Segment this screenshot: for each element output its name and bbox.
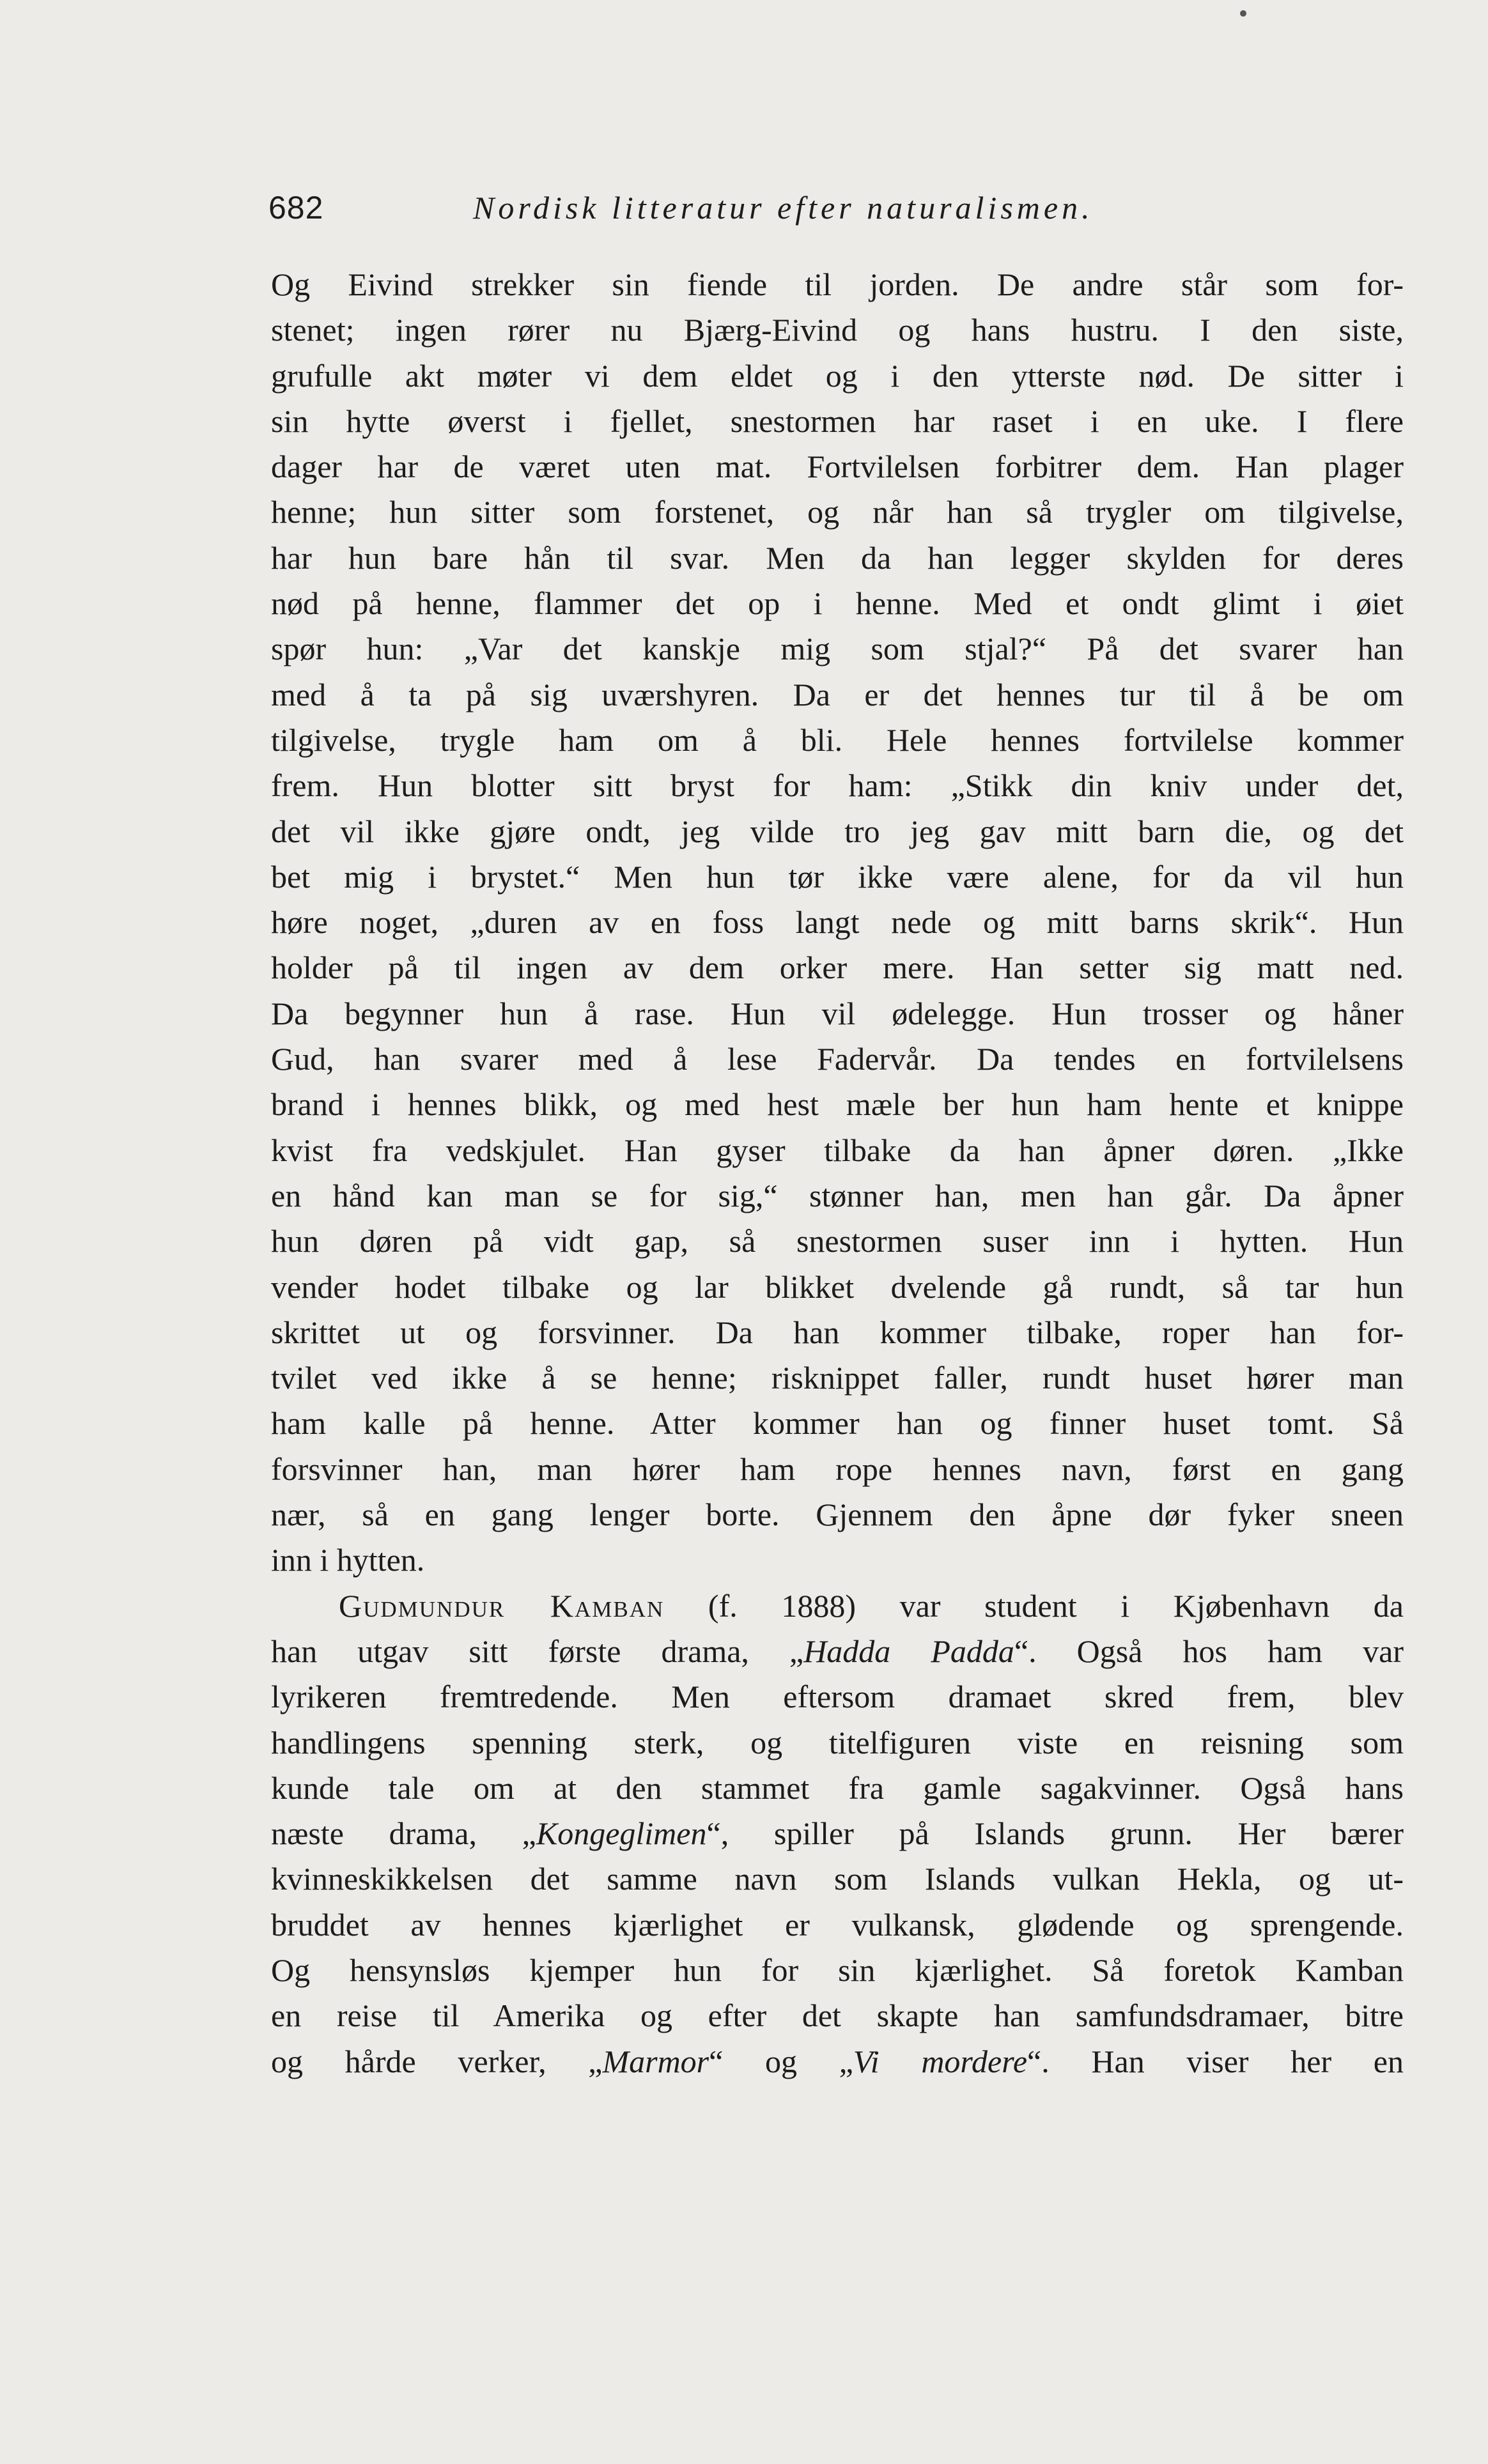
- text-line: kvinneskikkelsen det samme navn som Islands vulkan Hekla, og ut-: [271, 1861, 1404, 1897]
- running-title: Nordisk litteratur efter naturalismen.: [473, 190, 1094, 226]
- text-line: forsvinner han, man hører ham rope hennes navn, først en gang: [271, 1451, 1404, 1487]
- text-line: tilgivelse, trygle ham om å bli. Hele hennes fortvilelse kommer: [271, 721, 1404, 758]
- text-line: [271, 1629, 1404, 1674]
- text-span: næste drama, „: [271, 1815, 536, 1852]
- text-span: og hårde verker, „: [271, 2043, 603, 2079]
- page-number: 682: [268, 190, 324, 226]
- work-title: Hadda Padda: [803, 1633, 1014, 1669]
- text-span: han utgav sitt første drama, „: [271, 1633, 804, 1669]
- text-line: tvilet ved ikke å se henne; risknippet faller, rundt huset hører man: [271, 1360, 1404, 1396]
- text-line: brand i hennes blikk, og med hest mæle ber hun ham hente et knippe: [271, 1086, 1404, 1123]
- text-line: Da begynner hun å rase. Hun vil ødelegge. Hun trosser og håner: [271, 995, 1404, 1031]
- text-line: har hun bare hån til svar. Men da han legger skylden for deres: [271, 539, 1404, 576]
- text-line: en reise til Amerika og efter det skapte han samfundsdramaer, bitre: [271, 1998, 1404, 2034]
- text-line: høre noget, „duren av en foss langt nede og mitt barns skrik“. Hun: [271, 904, 1404, 941]
- work-title: Marmor: [602, 2043, 709, 2079]
- text-line: med å ta på sig uværshyren. Da er det hennes tur til å be om: [271, 676, 1404, 712]
- text-line: holder på til ingen av dem orker mere. Han setter sig matt ned.: [271, 950, 1404, 986]
- text-line: bet mig i brystet.“ Men hun tør ikke være alene, for da vil hun: [271, 858, 1404, 895]
- text-span: “ og „: [709, 2043, 853, 2079]
- work-title: Vi mordere: [853, 2043, 1028, 2079]
- work-title: Kongeglimen: [536, 1815, 707, 1852]
- text-line: dager har de været uten mat. Fortvilelsen forbitrer dem. Han plager: [271, 449, 1404, 485]
- text-span: “. Han viser her en: [1027, 2043, 1404, 2079]
- text-line: stenet; ingen rører nu Bjærg-Eivind og hans hustru. I den siste,: [271, 312, 1404, 348]
- text-line: lyrikeren fremtredende. Men eftersom dramaet skred frem, blev: [271, 1679, 1404, 1715]
- author-name: Gudmundur Kamban: [339, 1587, 665, 1624]
- text-line: [271, 1583, 1404, 1629]
- text-line: Gud, han svarer med å lese Fadervår. Da tendes en fortvilelsens: [271, 1041, 1404, 1077]
- text-line: [271, 2039, 1404, 2084]
- text-line: [271, 1811, 1404, 1856]
- text-line: kvist fra vedskjulet. Han gyser tilbake da han åpner døren. „Ikke: [271, 1132, 1404, 1168]
- text-span: “. Også hos ham var: [1014, 1633, 1404, 1669]
- text-line: grufulle akt møter vi dem eldet og i den ytterste nød. De sitter i: [271, 357, 1404, 394]
- text-line: skrittet ut og forsvinner. Da han kommer tilbake, roper han for-: [271, 1314, 1404, 1350]
- text-line: Og hensynsløs kjemper hun for sin kjærlighet. Så foretok Kamban: [271, 1952, 1404, 1988]
- text-line: det vil ikke gjøre ondt, jeg vilde tro jeg gav mitt barn die, og det: [271, 813, 1404, 849]
- text-line: kunde tale om at den stammet fra gamle sagakvinner. Også hans: [271, 1769, 1404, 1806]
- text-line: vender hodet tilbake og lar blikket dvelende gå rundt, så tar hun: [271, 1268, 1404, 1305]
- text-line: henne; hun sitter som forstenet, og når han så trygler om tilgivelse,: [271, 494, 1404, 530]
- text-line: Og Eivind strekker sin fiende til jorden. De andre står som for-: [271, 266, 1404, 302]
- text-line: ham kalle på henne. Atter kommer han og finner huset tomt. Så: [271, 1405, 1404, 1442]
- text-line: bruddet av hennes kjærlighet er vulkansk, glødende og sprengende.: [271, 1906, 1404, 1943]
- text-line: sin hytte øverst i fjellet, snestormen har raset i en uke. I flere: [271, 403, 1404, 439]
- body-text: [271, 262, 1404, 2084]
- text-line: inn i hytten.: [271, 1542, 425, 1578]
- text-line: nød på henne, flammer det op i henne. Med et ondt glimt i øiet: [271, 585, 1404, 622]
- text-line: handlingens spenning sterk, og titelfiguren viste en reisning som: [271, 1724, 1404, 1760]
- text-line: spør hun: „Var det kanskje mig som stjal?“ På det svarer han: [271, 631, 1404, 667]
- running-head: [268, 185, 1214, 230]
- text-span: (f. 1888) var student i Kjøbenhavn da: [664, 1587, 1404, 1624]
- text-span: “, spiller på Islands grunn. Her bærer: [706, 1815, 1404, 1852]
- text-line: nær, så en gang lenger borte. Gjennem den åpne dør fyker sneen: [271, 1497, 1404, 1533]
- text-line: frem. Hun blotter sitt bryst for ham: „Stikk din kniv under det,: [271, 767, 1404, 804]
- text-line: hun døren på vidt gap, så snestormen suser inn i hytten. Hun: [271, 1223, 1404, 1259]
- text-line: en hånd kan man se for sig,“ stønner han, men han går. Da åpner: [271, 1177, 1404, 1213]
- print-speck: [1240, 10, 1246, 17]
